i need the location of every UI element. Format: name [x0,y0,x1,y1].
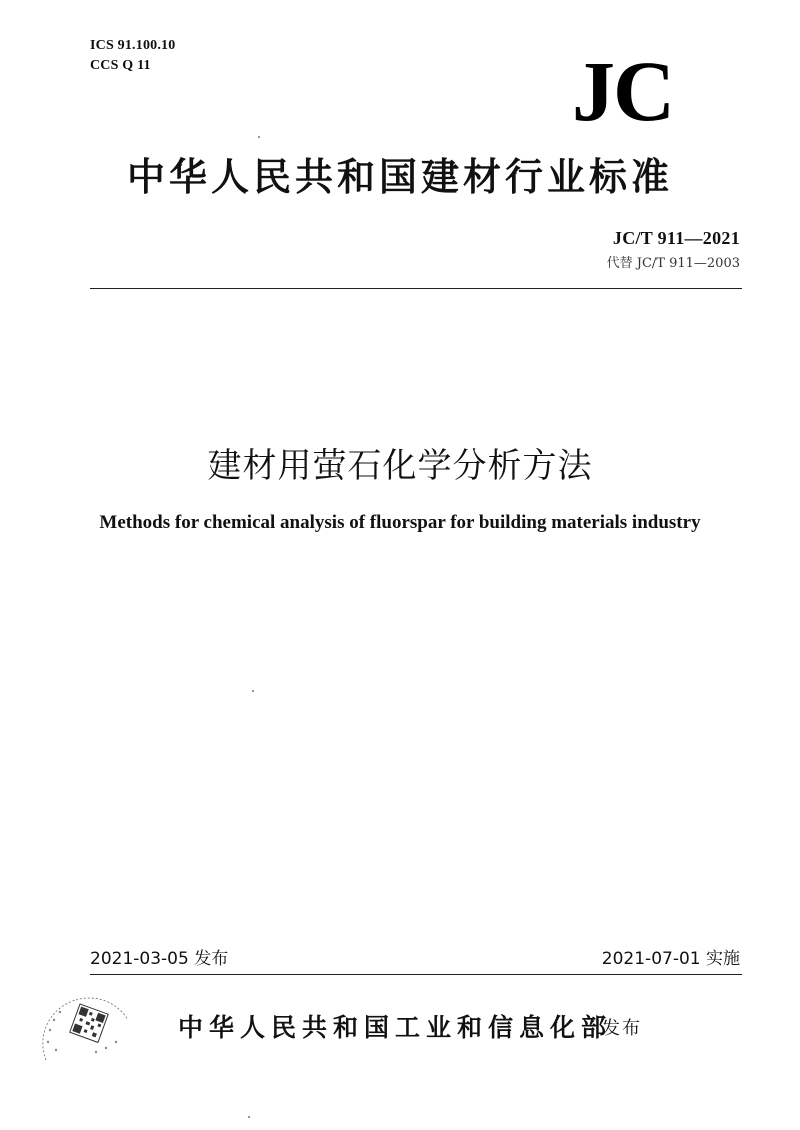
speck [248,1116,250,1118]
issue-date: 2021-03-05 发布 [90,949,229,969]
qr-code-seal-icon [36,990,136,1070]
bottom-divider [90,974,742,975]
ics-code: ICS 91.100.10 [90,38,176,53]
ccs-code: CCS Q 11 [90,58,151,73]
speck [252,690,254,692]
document-title-chinese: 建材用萤石化学分析方法 [207,446,593,486]
implementation-date: 2021-07-01 实施 [601,949,740,969]
standard-number: JC/T 911—2021 [612,228,740,248]
top-divider [90,288,742,289]
issuer-suffix: 发布 [602,1018,642,1039]
standard-category-title: 中华人民共和国建材行业标准 [126,155,673,199]
jc-logo: JC [572,43,674,139]
speck [258,136,260,138]
document-title-english: Methods for chemical analysis of fluorspar for building materials industry [99,512,701,533]
classification-codes [90,36,175,76]
issuing-authority: 中华人民共和国工业和信息化部 [178,1013,613,1042]
replaces-standard: 代替 JC/T 911—2003 [606,256,740,271]
